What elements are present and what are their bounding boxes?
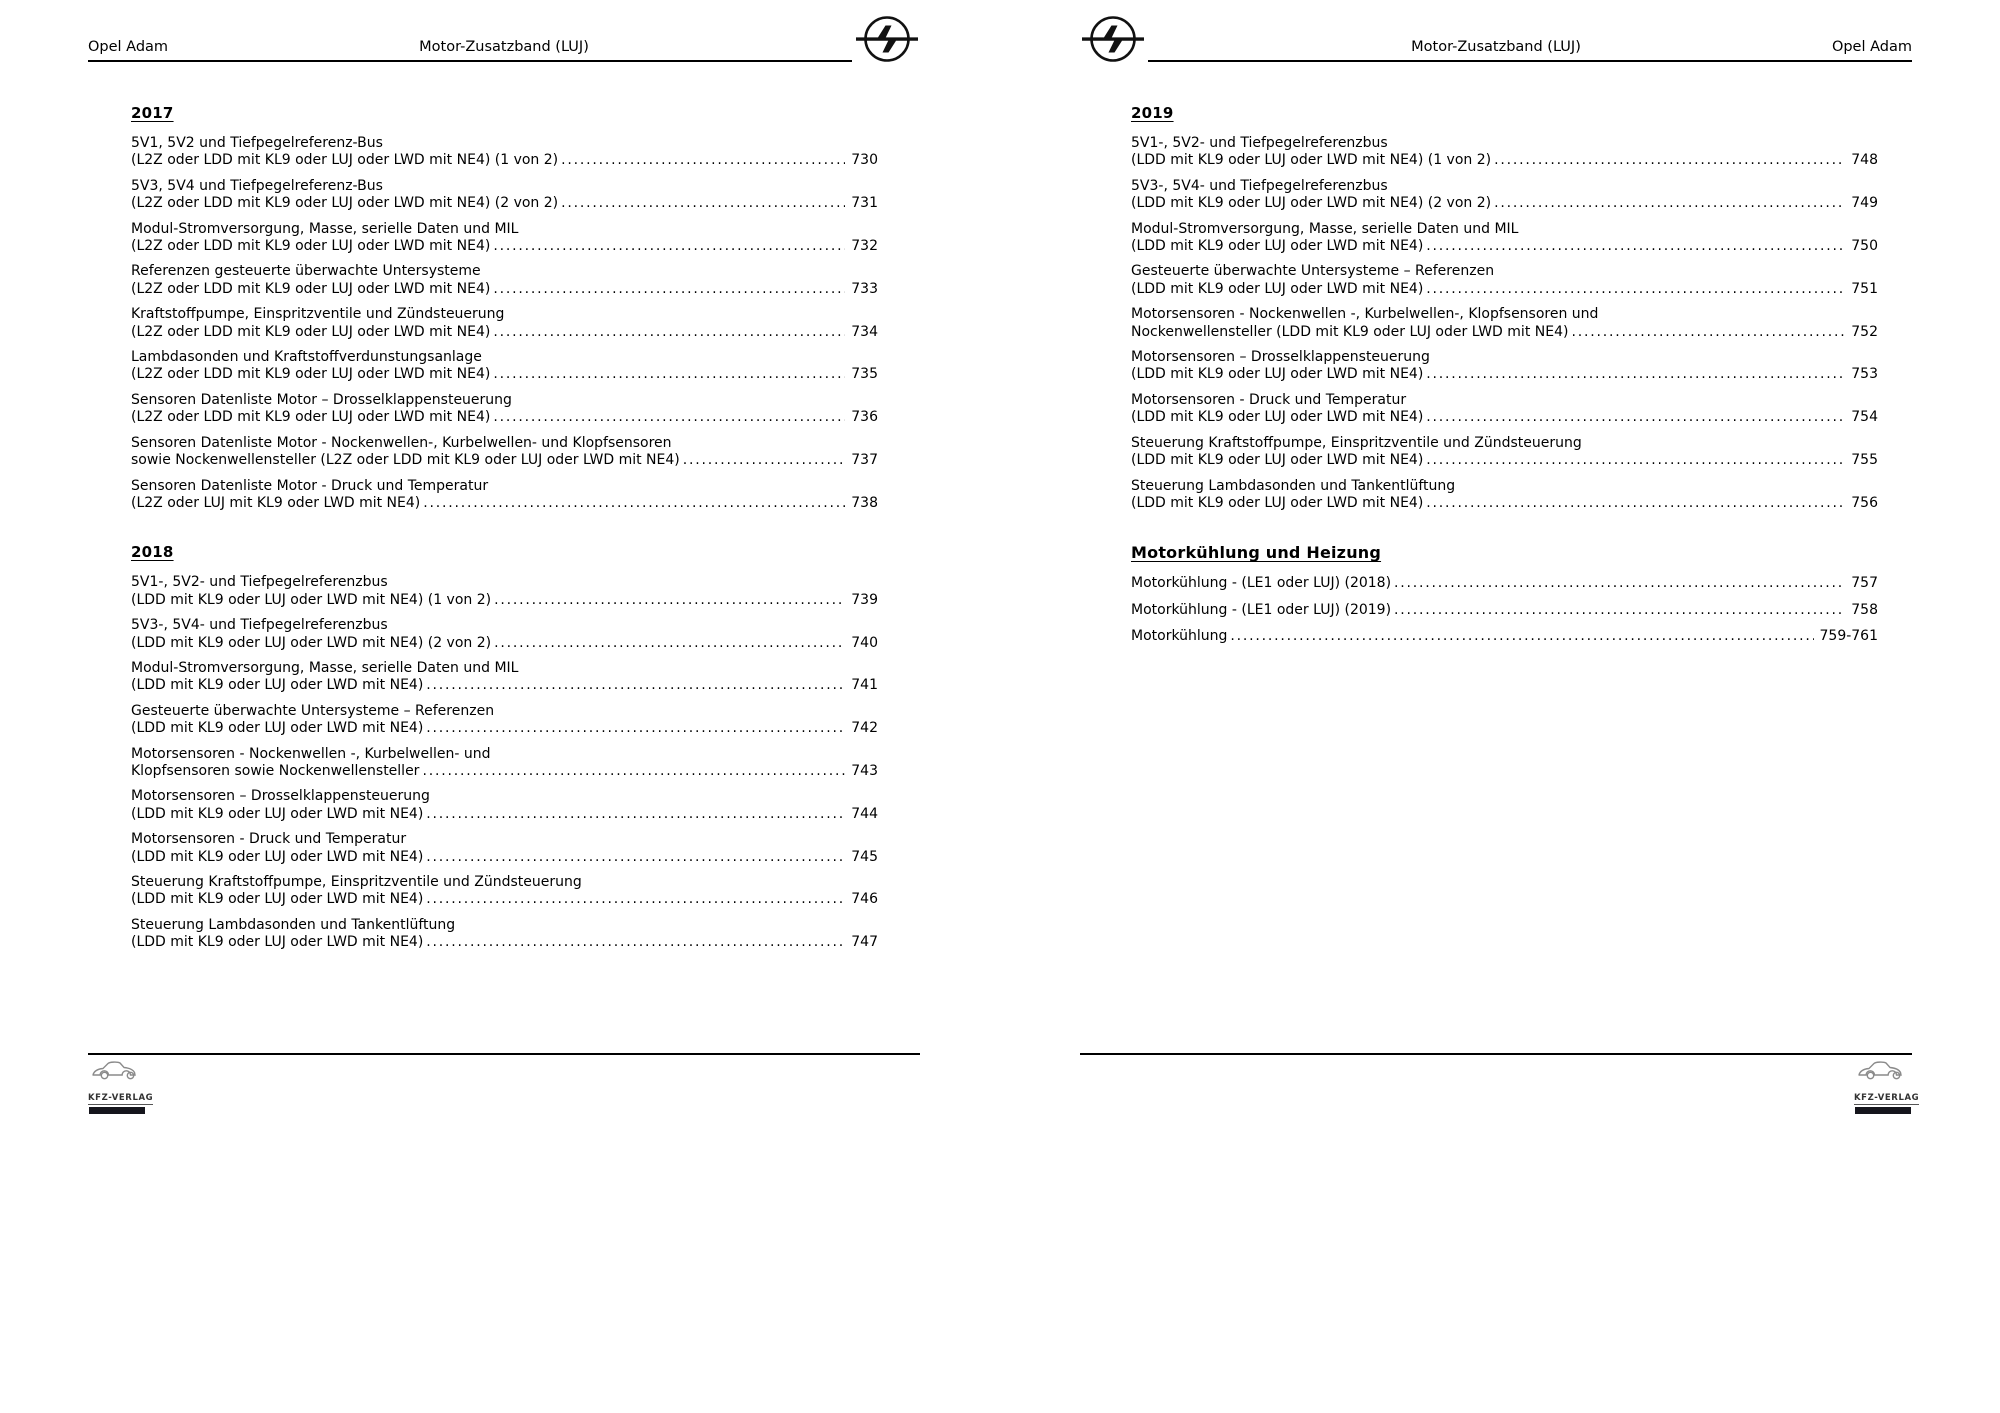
dot-leader — [1426, 366, 1845, 383]
toc-entry — [131, 574, 878, 609]
toc-entry — [1131, 349, 1878, 384]
toc-entry — [1131, 135, 1878, 170]
toc-page-number: 746 — [851, 891, 878, 908]
toc-entry — [131, 874, 878, 909]
car-icon — [90, 1059, 144, 1081]
toc-page-number: 730 — [851, 152, 878, 169]
toc-entry-text: (LDD mit KL9 oder LUJ oder LWD mit NE4) — [131, 934, 424, 951]
toc-entry-text: (LDD mit KL9 oder LUJ oder LWD mit NE4) — [131, 805, 424, 822]
toc-page-number: 744 — [851, 805, 878, 822]
toc-entry — [131, 135, 878, 170]
toc-entry — [1131, 575, 1878, 592]
dot-leader — [1426, 238, 1845, 255]
toc-entry-text: (LDD mit KL9 oder LUJ oder LWD mit NE4) — [131, 891, 424, 908]
toc-entry-text: (LDD mit KL9 oder LUJ oder LWD mit NE4) — [1131, 409, 1424, 426]
toc-entry-text: Motorsensoren – Drosselklappensteuerung — [131, 788, 430, 805]
section-title: 2017 — [131, 104, 174, 122]
toc-entry — [131, 306, 878, 341]
toc-entry-text: (L2Z oder LDD mit KL9 oder LUJ oder LWD mit NE4) — [131, 238, 491, 255]
header-rule — [88, 60, 920, 62]
toc-entry-text: 5V3, 5V4 und Tiefpegelreferenz-Bus — [131, 177, 383, 194]
opel-blitz-icon — [852, 12, 922, 64]
header-book-title: Opel Adam — [88, 39, 169, 55]
toc-entry-text: Modul-Stromversorgung, Masse, serielle Daten und MIL — [131, 659, 519, 676]
dot-leader — [561, 195, 845, 212]
publisher-tagline-bar — [89, 1107, 145, 1114]
toc-entry — [1131, 628, 1878, 645]
dot-leader — [423, 495, 845, 512]
toc-entry-text: (LDD mit KL9 oder LUJ oder LWD mit NE4) — [1131, 280, 1424, 297]
toc-page-number: 738 — [851, 494, 878, 511]
toc-section-2018 — [131, 543, 878, 951]
toc-entry-text: Steuerung Kraftstoffpumpe, Einspritzventile und Zündsteuerung — [1131, 434, 1582, 451]
dot-leader — [1494, 195, 1845, 212]
toc-entry — [131, 221, 878, 256]
toc-page-number: 749 — [1851, 195, 1878, 212]
dot-leader — [1394, 602, 1845, 619]
toc-entry-text: (LDD mit KL9 oder LUJ oder LWD mit NE4) — [1131, 452, 1424, 469]
toc-entry-text: Gesteuerte überwachte Untersysteme – Referenzen — [1131, 263, 1495, 280]
toc-page-number: 756 — [1851, 494, 1878, 511]
dot-leader — [493, 366, 845, 383]
page-right — [1000, 0, 2000, 1413]
header-rule — [1080, 60, 1912, 62]
toc-page-number: 752 — [1851, 323, 1878, 340]
toc-entry-list — [131, 574, 878, 951]
dot-leader — [493, 238, 845, 255]
toc-entry — [1131, 263, 1878, 298]
toc-entry-text: (L2Z oder LDD mit KL9 oder LUJ oder LWD mit NE4) — [131, 366, 491, 383]
toc-entry — [131, 349, 878, 384]
toc-entry-text: Nockenwellensteller (LDD mit KL9 oder LUJ oder LWD mit NE4) — [1131, 323, 1569, 340]
toc-page-number: 755 — [1851, 452, 1878, 469]
toc-entry-text: (LDD mit KL9 oder LUJ oder LWD mit NE4) — [1131, 366, 1424, 383]
toc-entry-list — [131, 135, 878, 512]
dot-leader — [1426, 281, 1845, 298]
toc-section-motorkuehlung — [1131, 543, 1878, 645]
toc-entry-text: Motorsensoren - Nockenwellen -, Kurbelwellen-, Klopfsensoren und — [1131, 306, 1599, 323]
toc-content-left — [131, 104, 878, 960]
footer-rule — [88, 1053, 920, 1055]
toc-entry — [131, 178, 878, 213]
dot-leader — [1394, 575, 1845, 592]
dot-leader — [422, 763, 845, 780]
toc-entry-text: Klopfsensoren sowie Nockenwellensteller — [131, 762, 420, 779]
toc-entry-text: Sensoren Datenliste Motor – Drosselklappensteuerung — [131, 391, 512, 408]
toc-entry-text: 5V1, 5V2 und Tiefpegelreferenz-Bus — [131, 135, 383, 151]
dot-leader — [493, 409, 845, 426]
toc-entry — [1131, 602, 1878, 619]
dot-leader — [426, 677, 845, 694]
dot-leader — [1426, 495, 1845, 512]
dot-leader — [426, 720, 845, 737]
dot-leader — [1426, 452, 1845, 469]
toc-section-2019 — [1131, 104, 1878, 512]
toc-entry-text: Motorkühlung — [1131, 628, 1228, 645]
toc-entry-text: (L2Z oder LDD mit KL9 oder LUJ oder LWD mit NE4) (1 von 2) — [131, 152, 559, 169]
toc-entry-text: (LDD mit KL9 oder LUJ oder LWD mit NE4) — [131, 848, 424, 865]
toc-entry-text: (LDD mit KL9 oder LUJ oder LWD mit NE4) (1 von 2) — [1131, 152, 1492, 169]
section-title: 2018 — [131, 543, 174, 562]
toc-page-number: 754 — [1851, 409, 1878, 426]
toc-entry — [131, 660, 878, 695]
toc-entry-text: (LDD mit KL9 oder LUJ oder LWD mit NE4) (2 von 2) — [131, 634, 492, 651]
toc-entry-text: (L2Z oder LDD mit KL9 oder LUJ oder LWD mit NE4) — [131, 323, 491, 340]
publisher-name: KFZ-VERLAG — [1854, 1093, 1920, 1103]
dot-leader — [493, 324, 845, 341]
toc-entry-text: Modul-Stromversorgung, Masse, serielle Daten und MIL — [1131, 220, 1519, 237]
toc-entry — [131, 831, 878, 866]
toc-page-number: 732 — [851, 238, 878, 255]
toc-entry — [131, 703, 878, 738]
toc-entry — [131, 263, 878, 298]
dot-leader — [561, 152, 845, 169]
toc-entry-text: (LDD mit KL9 oder LUJ oder LWD mit NE4) (2 von 2) — [1131, 195, 1492, 212]
toc-entry — [131, 617, 878, 652]
toc-page-number: 757 — [1851, 575, 1878, 592]
toc-entry — [131, 435, 878, 470]
toc-entry-list — [1131, 135, 1878, 512]
toc-entry — [1131, 178, 1878, 213]
toc-page-number: 743 — [851, 762, 878, 779]
publisher-logo — [88, 1059, 154, 1114]
dot-leader — [494, 635, 845, 652]
toc-entry-text: sowie Nockenwellensteller (L2Z oder LDD mit KL9 oder LUJ oder LWD mit NE4) — [131, 452, 680, 469]
toc-entry-text: (L2Z oder LUJ mit KL9 oder LWD mit NE4) — [131, 494, 421, 511]
toc-entry — [1131, 392, 1878, 427]
toc-page-number: 739 — [851, 591, 878, 608]
toc-entry — [131, 917, 878, 952]
opel-logo — [852, 12, 922, 64]
toc-page-number: 737 — [851, 452, 878, 469]
header-volume-title: Motor-Zusatzband (LUJ) — [419, 39, 589, 55]
toc-page-number: 758 — [1851, 601, 1878, 618]
toc-page-number: 736 — [851, 409, 878, 426]
section-title: 2019 — [1131, 104, 1174, 122]
toc-entry-text: (L2Z oder LDD mit KL9 oder LUJ oder LWD mit NE4) — [131, 409, 491, 426]
toc-entry-text: Motorsensoren – Drosselklappensteuerung — [1131, 349, 1430, 366]
header-volume-title: Motor-Zusatzband (LUJ) — [1411, 39, 1581, 55]
toc-page-number: 753 — [1851, 366, 1878, 383]
toc-entry-text: Kraftstoffpumpe, Einspritzventile und Zündsteuerung — [131, 306, 505, 323]
toc-page-number: 731 — [851, 195, 878, 212]
toc-entry-text: Motorsensoren - Nockenwellen -, Kurbelwellen- und — [131, 745, 491, 762]
toc-content-right — [1131, 104, 1878, 655]
toc-entry — [1131, 306, 1878, 341]
dot-leader — [1230, 628, 1813, 645]
toc-entry-text: Motorkühlung - (LE1 oder LUJ) (2018) — [1131, 575, 1392, 592]
toc-entry-text: Steuerung Kraftstoffpumpe, Einspritzventile und Zündsteuerung — [131, 874, 582, 890]
toc-entry — [131, 788, 878, 823]
publisher-tagline-bar — [1855, 1107, 1911, 1114]
opel-blitz-icon — [1078, 12, 1148, 64]
toc-page-number: 745 — [851, 848, 878, 865]
toc-entry — [131, 478, 878, 513]
toc-section-2017 — [131, 104, 878, 512]
dot-leader — [426, 849, 845, 866]
toc-entry-text: Steuerung Lambdasonden und Tankentlüftung — [131, 916, 456, 933]
toc-page-number: 747 — [851, 934, 878, 951]
toc-entry-text: (LDD mit KL9 oder LUJ oder LWD mit NE4) — [131, 720, 424, 737]
toc-entry — [1131, 435, 1878, 470]
toc-entry-text: Sensoren Datenliste Motor - Nockenwellen-, Kurbelwellen- und Klopfsensoren — [131, 434, 672, 451]
toc-entry-text: (L2Z oder LDD mit KL9 oder LUJ oder LWD mit NE4) (2 von 2) — [131, 195, 559, 212]
dot-leader — [426, 806, 845, 823]
toc-entry-text: Gesteuerte überwachte Untersysteme – Referenzen — [131, 702, 495, 719]
toc-entry — [1131, 478, 1878, 513]
dot-leader — [1426, 409, 1845, 426]
toc-entry-text: Motorsensoren - Druck und Temperatur — [131, 831, 407, 848]
toc-page-number: 734 — [851, 323, 878, 340]
publisher-logo — [1854, 1059, 1920, 1114]
car-icon — [1856, 1059, 1910, 1081]
toc-entry-text: 5V3-, 5V4- und Tiefpegelreferenzbus — [1131, 177, 1388, 194]
toc-entry-text: 5V1-, 5V2- und Tiefpegelreferenzbus — [1131, 135, 1388, 151]
toc-entry-text: Modul-Stromversorgung, Masse, serielle Daten und MIL — [131, 220, 519, 237]
toc-entry-text: Sensoren Datenliste Motor - Druck und Temperatur — [131, 477, 489, 494]
opel-logo — [1078, 12, 1148, 64]
toc-entry-text: 5V1-, 5V2- und Tiefpegelreferenzbus — [131, 574, 388, 591]
toc-page-number: 740 — [851, 634, 878, 651]
toc-entry-text: Motorkühlung - (LE1 oder LUJ) (2019) — [1131, 601, 1392, 618]
header-book-title: Opel Adam — [1831, 39, 1912, 55]
toc-page-number: 735 — [851, 366, 878, 383]
toc-entry-text: (LDD mit KL9 oder LUJ oder LWD mit NE4) — [1131, 238, 1424, 255]
toc-entry — [131, 746, 878, 781]
toc-entry — [131, 392, 878, 427]
dot-leader — [1494, 152, 1845, 169]
toc-entry-list — [1131, 575, 1878, 645]
toc-page-number: 748 — [1851, 152, 1878, 169]
toc-page-number: 733 — [851, 280, 878, 297]
section-title: Motorkühlung und Heizung — [1131, 543, 1382, 563]
toc-entry — [1131, 221, 1878, 256]
toc-entry-text: 5V3-, 5V4- und Tiefpegelreferenzbus — [131, 617, 388, 634]
toc-page-number: 751 — [1851, 280, 1878, 297]
dot-leader — [1571, 324, 1845, 341]
dot-leader — [426, 934, 845, 951]
toc-page-number: 759-761 — [1819, 628, 1878, 645]
dot-leader — [493, 281, 845, 298]
toc-entry-text: Lambdasonden und Kraftstoffverdunstungsanlage — [131, 349, 482, 366]
toc-page-number: 741 — [851, 677, 878, 694]
toc-entry-text: (L2Z oder LDD mit KL9 oder LUJ oder LWD mit NE4) — [131, 280, 491, 297]
dot-leader — [494, 592, 845, 609]
toc-page-number: 742 — [851, 720, 878, 737]
dot-leader — [683, 452, 846, 469]
toc-entry-text: (LDD mit KL9 oder LUJ oder LWD mit NE4) — [131, 677, 424, 694]
toc-entry-text: (LDD mit KL9 oder LUJ oder LWD mit NE4) (1 von 2) — [131, 591, 492, 608]
footer-rule — [1080, 1053, 1912, 1055]
toc-entry-text: Steuerung Lambdasonden und Tankentlüftung — [1131, 477, 1456, 494]
dot-leader — [426, 891, 845, 908]
toc-entry-text: Referenzen gesteuerte überwachte Untersysteme — [131, 263, 481, 280]
toc-entry-text: (LDD mit KL9 oder LUJ oder LWD mit NE4) — [1131, 494, 1424, 511]
toc-entry-text: Motorsensoren - Druck und Temperatur — [1131, 391, 1407, 408]
toc-page-number: 750 — [1851, 238, 1878, 255]
publisher-name: KFZ-VERLAG — [88, 1093, 154, 1103]
